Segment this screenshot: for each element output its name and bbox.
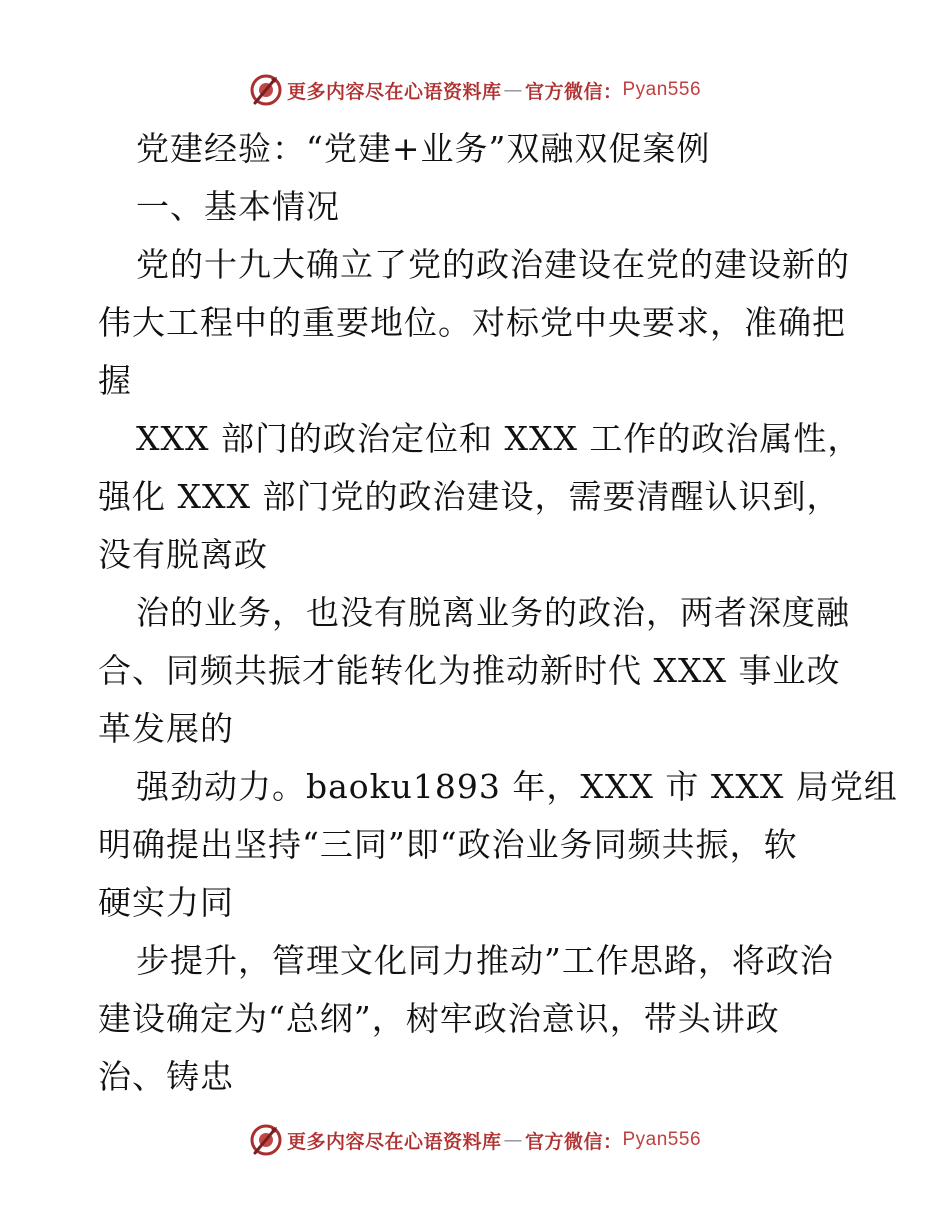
text-line: 强劲动力。baoku1893 年，XXX 市 XXX 局党组 xyxy=(136,767,898,806)
watermark-text: 更多内容尽在心语资料库 xyxy=(286,80,502,103)
watermark-text: 更多内容尽在心语资料库 xyxy=(286,1130,502,1153)
document-title: 党建经验：“党建+业务”双融双促案例 xyxy=(136,129,711,168)
text-line: 握 xyxy=(98,361,132,400)
header-watermark xyxy=(0,70,950,110)
watermark-wechat-label: 官方微信： xyxy=(524,1130,623,1153)
text-line: 强化 XXX 部门党的政治建设，需要清醒认识到， xyxy=(98,477,841,516)
watermark-wechat-label: 官方微信： xyxy=(524,80,623,103)
quill-logo-icon xyxy=(249,73,283,107)
text-line: 建设确定为“总纲”，树牢政治意识，带头讲政 xyxy=(98,999,780,1038)
text-line: XXX 部门的政治定位和 XXX 工作的政治属性， xyxy=(136,419,862,458)
text-line: 步提升，管理文化同力推动”工作思路，将政治 xyxy=(136,941,834,980)
text-line: 合、同频共振才能转化为推动新时代 XXX 事业改 xyxy=(98,651,841,690)
watermark-wechat-id: Pyan556 xyxy=(622,79,702,100)
text-line: 没有脱离政 xyxy=(98,535,268,574)
document-body xyxy=(98,120,898,1106)
text-line: 治、铸忠 xyxy=(98,1057,234,1096)
section-heading: 一、基本情况 xyxy=(136,187,340,226)
text-line: 治的业务，也没有脱离业务的政治，两者深度融 xyxy=(136,593,850,632)
text-line: 伟大工程中的重要地位。对标党中央要求，准确把 xyxy=(98,303,846,342)
text-line: 硬实力同 xyxy=(98,883,234,922)
watermark-wechat-id: Pyan556 xyxy=(622,1129,702,1150)
watermark-separator: — xyxy=(503,1129,523,1151)
watermark-separator: — xyxy=(503,79,523,101)
quill-logo-icon xyxy=(249,1123,283,1157)
text-line: 明确提出坚持“三同”即“政治业务同频共振，软 xyxy=(98,825,798,864)
text-line: 党的十九大确立了党的政治建设在党的建设新的 xyxy=(136,245,850,284)
text-line: 革发展的 xyxy=(98,709,234,748)
footer-watermark xyxy=(0,1120,950,1160)
